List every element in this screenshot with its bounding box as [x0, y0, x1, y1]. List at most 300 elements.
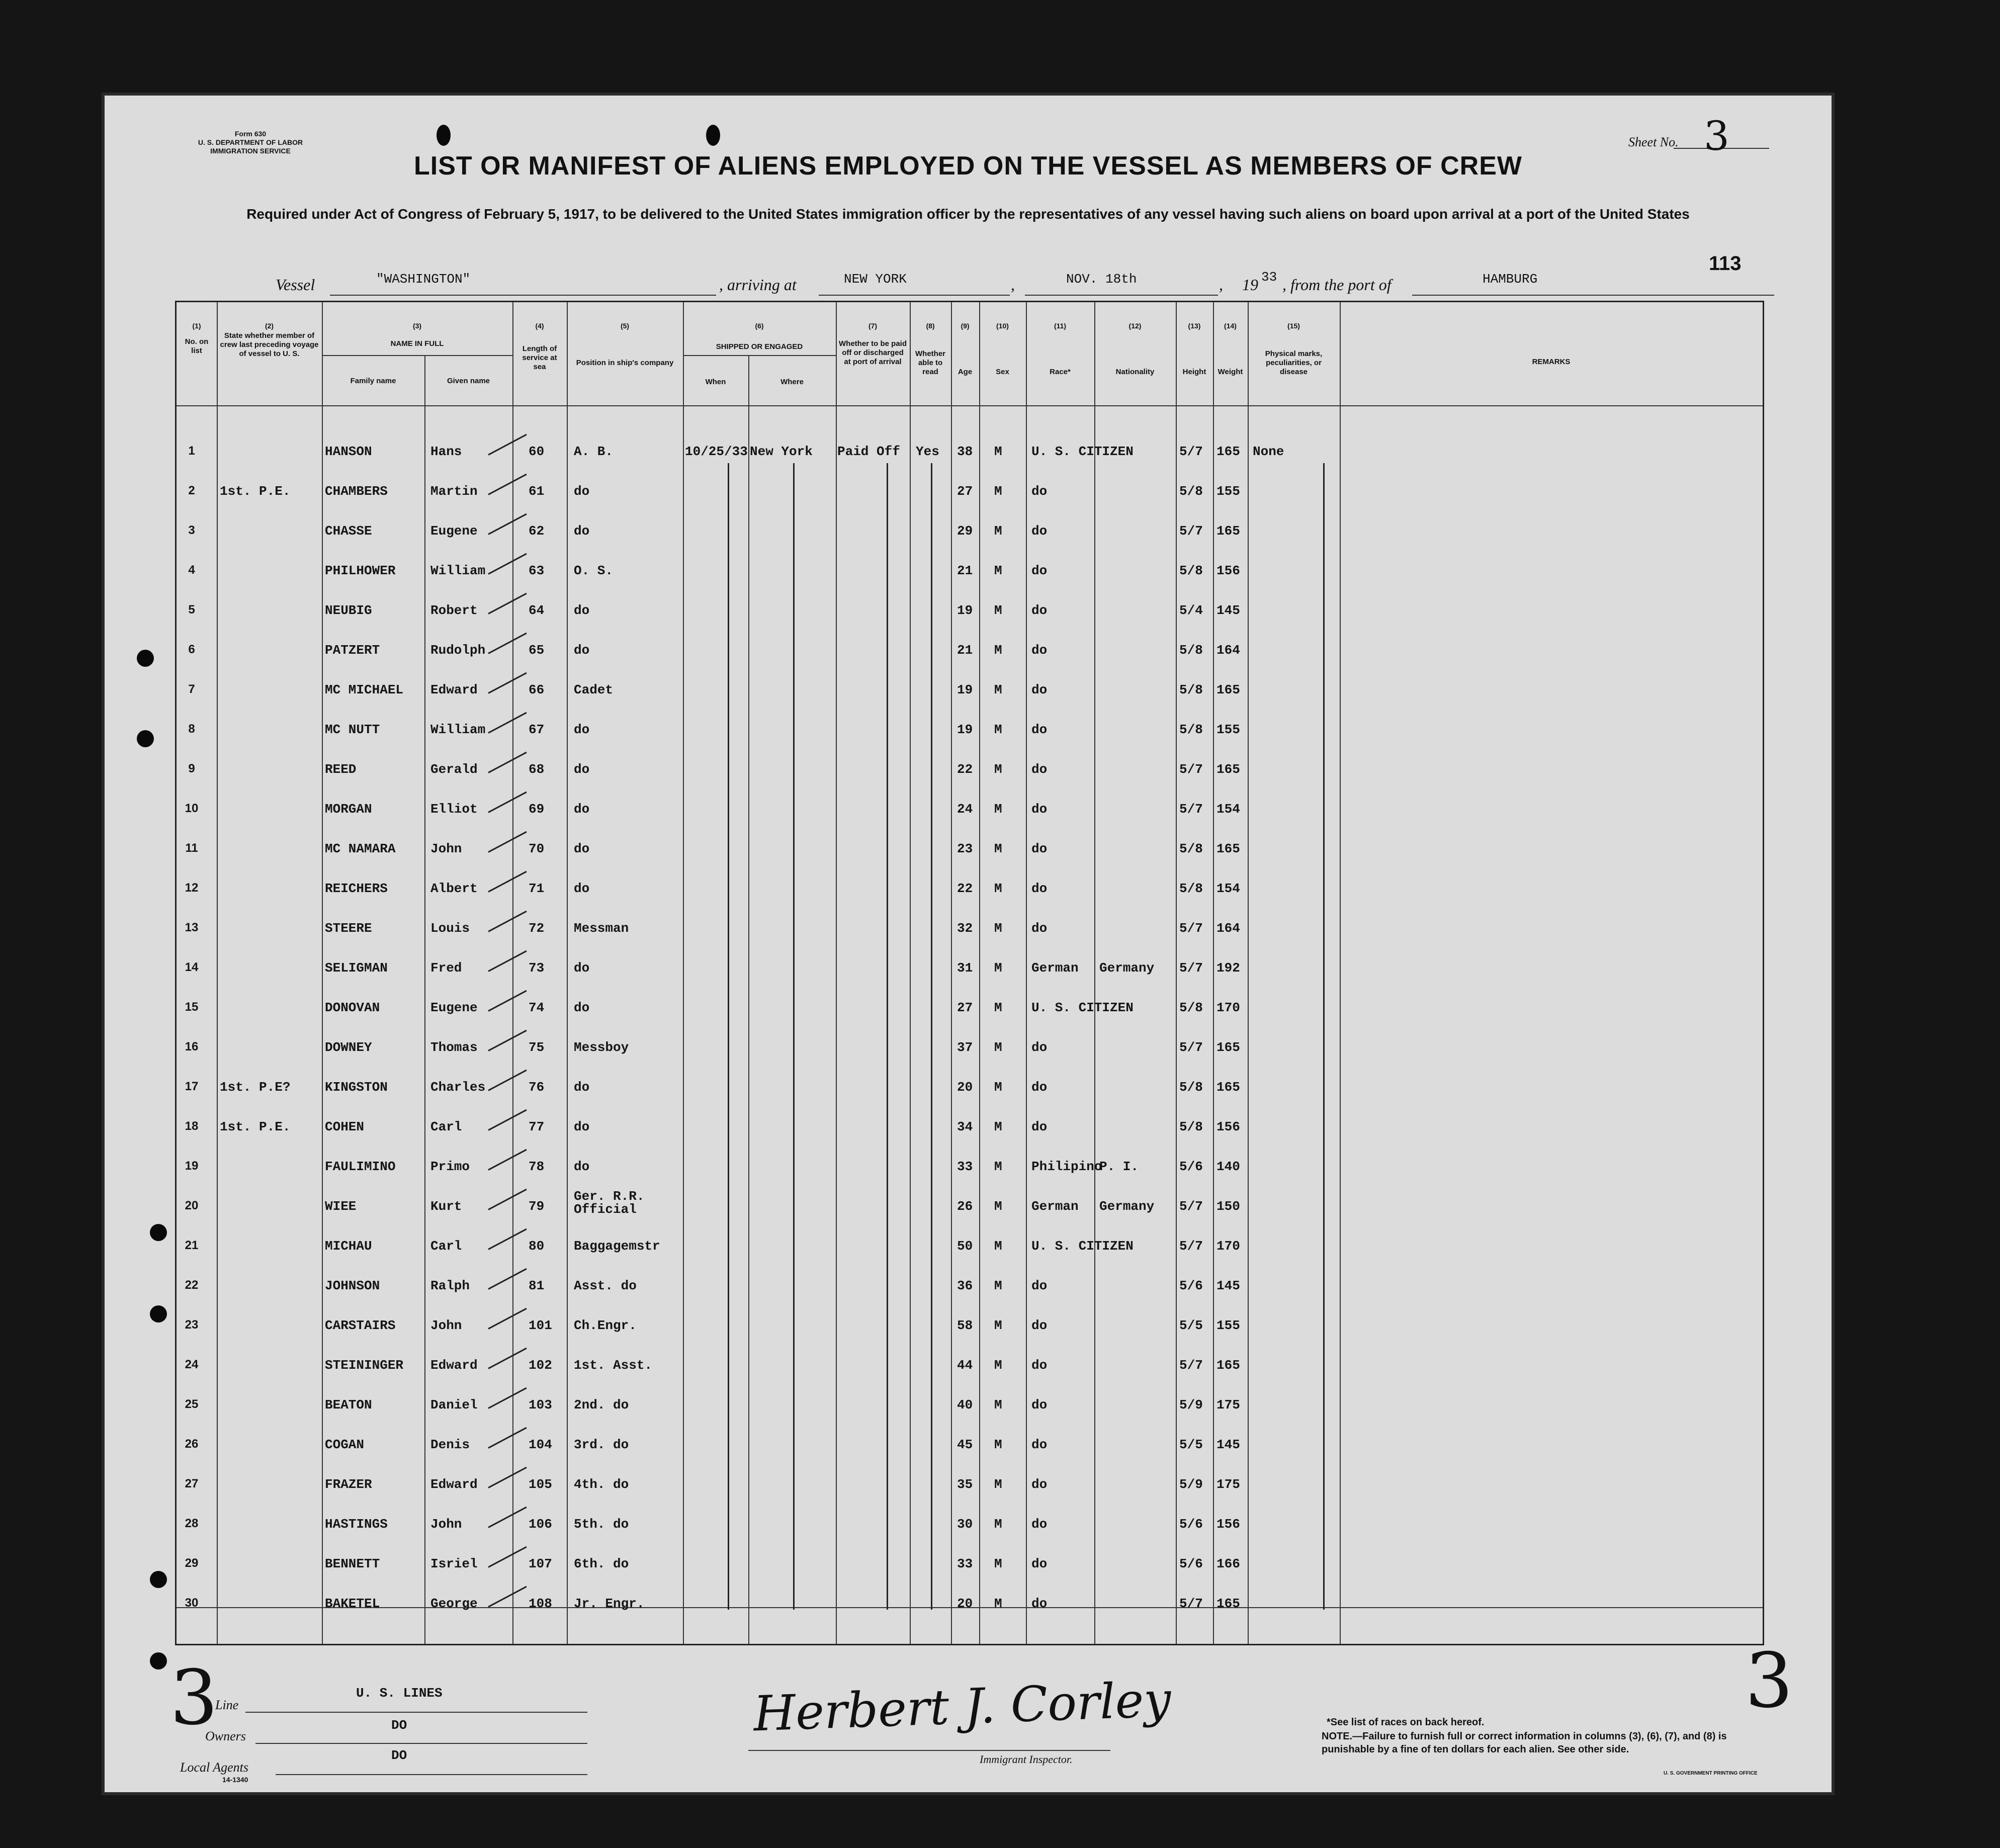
tally-mark [488, 1109, 527, 1131]
row-sex: M [994, 881, 1002, 896]
row-height: 5/6 [1179, 1159, 1203, 1174]
signature-underline [748, 1750, 1110, 1751]
row-age: 58 [957, 1318, 973, 1333]
row-number: 18 [185, 1119, 199, 1133]
row-number: 14 [185, 960, 199, 974]
row-given-name: Fred [430, 960, 462, 976]
row-sex: M [994, 1159, 1002, 1174]
row-family-name: PHILHOWER [325, 563, 396, 578]
col10-number: (10) [996, 322, 1009, 330]
tally-mark [488, 1467, 527, 1488]
from-port-underline [1412, 295, 1774, 296]
row-length-of-service: 72 [529, 921, 545, 936]
col1-number: (1) [192, 322, 201, 330]
arriving-label: , arriving at [719, 276, 797, 294]
row-number: 26 [185, 1437, 199, 1451]
row-family-name: CARSTAIRS [325, 1318, 396, 1333]
row-race: do [1031, 881, 1048, 896]
row-height: 5/5 [1179, 1437, 1203, 1452]
row-number: 30 [185, 1596, 199, 1610]
tally-mark [488, 1268, 527, 1290]
row-shipped-when: 10/25/33 [685, 444, 748, 459]
where-header: Where [780, 378, 804, 386]
sheet-mark-right: 3 [1745, 1637, 1793, 1725]
row-height: 5/4 [1179, 603, 1203, 618]
row-sex: M [994, 1517, 1002, 1532]
row-sex: M [994, 722, 1002, 737]
row-given-name: Carl [430, 1119, 462, 1134]
table-row [177, 1227, 1763, 1267]
row-family-name: KINGSTON [325, 1080, 388, 1095]
row-position: do [574, 603, 590, 618]
comma-separator: , [1219, 276, 1223, 294]
tally-mark [488, 871, 527, 893]
punch-hole [137, 730, 154, 747]
row-age: 22 [957, 881, 973, 896]
row-number: 23 [185, 1318, 199, 1332]
owners-label: Owners [205, 1729, 246, 1743]
row-family-name: MICHAU [325, 1239, 372, 1254]
row-weight: 145 [1216, 603, 1240, 618]
tally-mark [488, 474, 527, 495]
row-weight: 156 [1216, 563, 1240, 578]
punch-hole [150, 1652, 167, 1669]
col13-number: (13) [1188, 322, 1201, 330]
punch-hole [437, 125, 451, 146]
row-age: 26 [957, 1199, 973, 1214]
row-position: do [574, 1159, 590, 1174]
row-number: 2 [188, 484, 195, 497]
row-race: do [1031, 603, 1048, 618]
row-age: 20 [957, 1080, 973, 1095]
row-age: 27 [957, 484, 973, 499]
punch-hole [150, 1571, 167, 1588]
row-number: 5 [188, 603, 195, 617]
row-weight: 164 [1216, 643, 1240, 658]
punch-hole [150, 1305, 167, 1323]
row-family-name: COGAN [325, 1437, 365, 1452]
tally-mark [488, 712, 527, 734]
row-position: 3rd. do [574, 1437, 629, 1452]
row-weight: 150 [1216, 1199, 1240, 1214]
row-number: 22 [185, 1278, 199, 1292]
row-length-of-service: 101 [529, 1318, 552, 1333]
family-name-header: Family name [350, 377, 396, 385]
col6-header: SHIPPED OR ENGAGED [716, 342, 803, 351]
row-length-of-service: 68 [529, 762, 545, 777]
sex-header: Sex [996, 368, 1009, 376]
vessel-label: Vessel [276, 276, 315, 294]
row-weight: 164 [1216, 921, 1240, 936]
from-port-label: , from the port of [1282, 276, 1392, 294]
crew-rows [177, 302, 1763, 1644]
row-position: do [574, 881, 590, 896]
row-family-name: MC NUTT [325, 722, 380, 737]
row-family-name: SELIGMAN [325, 960, 388, 976]
row-family-name: CHAMBERS [325, 484, 388, 499]
row-height: 5/8 [1179, 841, 1203, 856]
row-length-of-service: 67 [529, 722, 545, 737]
row-family-name: HASTINGS [325, 1517, 388, 1532]
row-number: 24 [185, 1358, 199, 1371]
line-label: Line [215, 1698, 239, 1712]
page-number: 113 [1709, 252, 1742, 275]
tally-mark [488, 513, 527, 535]
departure-port: HAMBURG [1483, 272, 1538, 287]
row-paid-off: Paid Off [837, 444, 900, 459]
row-age: 45 [957, 1437, 973, 1452]
row-number: 4 [188, 563, 195, 577]
row-sex: M [994, 802, 1002, 817]
row-family-name: BAKETEL [325, 1596, 380, 1611]
row-race: do [1031, 1477, 1048, 1492]
row-length-of-service: 108 [529, 1596, 552, 1611]
row-length-of-service: 107 [529, 1556, 552, 1571]
col15-header: Physical marks, peculiarities, or disease [1265, 349, 1323, 376]
row-position: 2nd. do [574, 1397, 629, 1413]
row-sex: M [994, 1556, 1002, 1571]
row-height: 5/8 [1179, 682, 1203, 697]
row-length-of-service: 81 [529, 1278, 545, 1293]
vessel-underline [330, 295, 716, 296]
row-family-name: DOWNEY [325, 1040, 372, 1055]
row-sex: M [994, 444, 1002, 459]
row-number: 21 [185, 1239, 199, 1252]
row-family-name: REED [325, 762, 357, 777]
row-weight: 192 [1216, 960, 1240, 976]
row-position: do [574, 722, 590, 737]
row-age: 27 [957, 1000, 973, 1015]
owners-underline [255, 1743, 587, 1744]
row-weight: 154 [1216, 802, 1240, 817]
row-age: 38 [957, 444, 973, 459]
row-weight: 175 [1216, 1397, 1240, 1413]
row-number: 17 [185, 1080, 199, 1093]
when-header: When [705, 378, 726, 386]
row-race: do [1031, 722, 1048, 737]
tally-mark [488, 1189, 527, 1210]
tally-mark [488, 434, 527, 456]
tally-mark [488, 990, 527, 1012]
races-note: *See list of races on back hereof. [1327, 1717, 1485, 1728]
col14-number: (14) [1224, 322, 1237, 330]
row-given-name: Edward [430, 1358, 478, 1373]
row-length-of-service: 105 [529, 1477, 552, 1492]
col2-number: (2) [265, 322, 274, 330]
tally-mark [488, 593, 527, 614]
row-length-of-service: 61 [529, 484, 545, 499]
row-length-of-service: 60 [529, 444, 545, 459]
row-length-of-service: 76 [529, 1080, 545, 1095]
tally-mark [488, 1507, 527, 1528]
row-weight: 140 [1216, 1159, 1240, 1174]
row-position: do [574, 841, 590, 856]
row-sex: M [994, 1119, 1002, 1134]
row-family-name: FAULIMINO [325, 1159, 396, 1174]
row-weight: 165 [1216, 523, 1240, 539]
row-weight: 170 [1216, 1000, 1240, 1015]
row-position: 6th. do [574, 1556, 629, 1571]
row-position: do [574, 960, 590, 976]
row-height: 5/7 [1179, 1040, 1203, 1055]
row-race: U. S. CITIZEN [1031, 444, 1134, 459]
table-row [177, 433, 1763, 473]
col4-number: (4) [535, 322, 544, 330]
page-subtitle: Required under Act of Congress of February 5, 1917, to be delivered to the United States immigration officer by the representatives of any vessel having such aliens on board upon arrival at a port of the United States [246, 206, 1690, 222]
col7-number: (7) [868, 322, 878, 330]
row-height: 5/8 [1179, 563, 1203, 578]
row-family-name: MC MICHAEL [325, 682, 404, 697]
row-length-of-service: 62 [529, 523, 545, 539]
inspector-signature: Herbert J. Corley [752, 1671, 1172, 1742]
row-given-name: Edward [430, 1477, 478, 1492]
row-sex: M [994, 682, 1002, 697]
row-length-of-service: 106 [529, 1517, 552, 1532]
row-weight: 155 [1216, 722, 1240, 737]
row-sex: M [994, 841, 1002, 856]
row-given-name: Isriel [430, 1556, 478, 1571]
row-length-of-service: 69 [529, 802, 545, 817]
row-sex: M [994, 1477, 1002, 1492]
row-age: 44 [957, 1358, 973, 1373]
row-position: Ger. R.R. Official [574, 1189, 645, 1217]
row-race: do [1031, 1119, 1048, 1134]
row-family-name: FRAZER [325, 1477, 372, 1492]
row-given-name: George [430, 1596, 478, 1611]
row-nationality: Germany [1099, 1199, 1155, 1214]
row-race: do [1031, 1397, 1048, 1413]
row-number: 19 [185, 1159, 199, 1173]
table-row [177, 949, 1763, 989]
row-family-name: NEUBIG [325, 603, 372, 618]
row-race: do [1031, 802, 1048, 817]
height-header: Height [1182, 368, 1206, 376]
port-underline [819, 295, 1010, 296]
table-row [177, 1307, 1763, 1347]
tally-mark [488, 1586, 527, 1608]
row-length-of-service: 75 [529, 1040, 545, 1055]
row-weight: 165 [1216, 841, 1240, 856]
row-given-name: Kurt [430, 1199, 462, 1214]
tally-mark [488, 672, 527, 694]
row-sex: M [994, 603, 1002, 618]
row-race: do [1031, 1517, 1048, 1532]
row-height: 5/6 [1179, 1278, 1203, 1293]
form-number: Form 630 [234, 130, 267, 138]
table-row [177, 473, 1763, 512]
row-position: do [574, 762, 590, 777]
row-age: 24 [957, 802, 973, 817]
tally-mark [488, 752, 527, 773]
table-row [177, 870, 1763, 910]
service-name: IMMIGRATION SERVICE [210, 147, 291, 155]
row-number: 9 [188, 762, 195, 775]
row-height: 5/6 [1179, 1556, 1203, 1571]
row-height: 5/5 [1179, 1318, 1203, 1333]
row-age: 23 [957, 841, 973, 856]
row-position: do [574, 484, 590, 499]
tally-mark [488, 1070, 527, 1091]
year-suffix: 33 [1261, 270, 1277, 285]
row-height: 5/8 [1179, 881, 1203, 896]
row-position: Jr. Engr. [574, 1596, 645, 1611]
table-row [177, 751, 1763, 790]
table-row [177, 632, 1763, 671]
row-given-name: Hans [430, 444, 462, 459]
row-age: 31 [957, 960, 973, 976]
row-race: U. S. CITIZEN [1031, 1239, 1134, 1254]
row-race: do [1031, 921, 1048, 936]
row-sex: M [994, 484, 1002, 499]
row-height: 5/7 [1179, 960, 1203, 976]
row-given-name: Carl [430, 1239, 462, 1254]
row-given-name: John [430, 841, 462, 856]
row-age: 32 [957, 921, 973, 936]
table-row [177, 1506, 1763, 1545]
row-given-name: Ralph [430, 1278, 470, 1293]
table-row [177, 1347, 1763, 1386]
tally-mark [488, 831, 527, 853]
row-length-of-service: 66 [529, 682, 545, 697]
row-sex: M [994, 1239, 1002, 1254]
table-row [177, 1188, 1763, 1227]
row-height: 5/9 [1179, 1397, 1203, 1413]
row-race: do [1031, 1318, 1048, 1333]
row-weight: 156 [1216, 1119, 1240, 1134]
row-family-name: HANSON [325, 444, 372, 459]
row-length-of-service: 73 [529, 960, 545, 976]
row-race: German [1031, 1199, 1079, 1214]
punch-hole [706, 125, 720, 146]
row-weight: 155 [1216, 1318, 1240, 1333]
row-shipped-where: New York [750, 444, 813, 459]
tally-mark [488, 1427, 527, 1449]
row-age: 19 [957, 603, 973, 618]
inspector-label: Immigrant Inspector. [980, 1753, 1073, 1766]
row-given-name: John [430, 1318, 462, 1333]
row-race: do [1031, 841, 1048, 856]
age-header: Age [958, 368, 973, 376]
row-given-name: Rudolph [430, 643, 486, 658]
punch-hole [150, 1224, 167, 1241]
row-race: do [1031, 484, 1048, 499]
col4-header: Length of service at sea [522, 344, 557, 371]
row-weight: 165 [1216, 1596, 1240, 1611]
table-row [177, 671, 1763, 711]
tally-mark [488, 1228, 527, 1250]
ditto-line [887, 463, 888, 1610]
row-race: do [1031, 1556, 1048, 1571]
row-given-name: Primo [430, 1159, 470, 1174]
row-number: 12 [185, 881, 199, 895]
row-weight: 145 [1216, 1278, 1240, 1293]
row-weight: 156 [1216, 1517, 1240, 1532]
arrival-port: NEW YORK [844, 272, 907, 287]
row-number: 13 [185, 921, 199, 934]
row-height: 5/6 [1179, 1517, 1203, 1532]
row-sex: M [994, 1397, 1002, 1413]
ditto-line [1323, 463, 1325, 1610]
row-weight: 175 [1216, 1477, 1240, 1492]
row-given-name: Albert [430, 881, 478, 896]
row-position: do [574, 802, 590, 817]
row-length-of-service: 65 [529, 643, 545, 658]
row-height: 5/8 [1179, 722, 1203, 737]
agents-underline [276, 1774, 587, 1775]
row-age: 29 [957, 523, 973, 539]
row-length-of-service: 64 [529, 603, 545, 618]
row-race: do [1031, 523, 1048, 539]
row-family-name: PATZERT [325, 643, 380, 658]
col12-number: (12) [1128, 322, 1142, 330]
table-row [177, 1029, 1763, 1069]
col1-header: No. on list [185, 337, 209, 355]
col3-number: (3) [412, 322, 422, 330]
row-position: A. B. [574, 444, 614, 459]
row-number: 25 [185, 1397, 199, 1411]
row-age: 21 [957, 643, 973, 658]
row-race: do [1031, 563, 1048, 578]
weight-header: Weight [1218, 368, 1243, 376]
sheet-number-label: Sheet No. [1628, 135, 1679, 149]
table-row [177, 1069, 1763, 1108]
table-row [177, 1545, 1763, 1585]
row-race: do [1031, 762, 1048, 777]
row-age: 50 [957, 1239, 973, 1254]
row-age: 30 [957, 1517, 973, 1532]
manifest-sheet [105, 96, 1832, 1792]
row-number: 7 [188, 682, 195, 696]
row-length-of-service: 78 [529, 1159, 545, 1174]
row-number: 6 [188, 643, 195, 656]
row-length-of-service: 104 [529, 1437, 552, 1452]
table-row [177, 790, 1763, 830]
row-position: Ch.Engr. [574, 1318, 637, 1333]
row-position: do [574, 643, 590, 658]
table-row [177, 512, 1763, 552]
row-given-name: Gerald [430, 762, 478, 777]
col8-number: (8) [926, 322, 935, 330]
line-value: U. S. LINES [356, 1686, 443, 1701]
row-weight: 155 [1216, 484, 1240, 499]
row-position: Baggagemstr [574, 1239, 660, 1254]
row-age: 19 [957, 682, 973, 697]
row-sex: M [994, 1000, 1002, 1015]
row-weight: 165 [1216, 762, 1240, 777]
row-sex: M [994, 1040, 1002, 1055]
table-row [177, 592, 1763, 632]
row-number: 28 [185, 1517, 199, 1530]
row-sex: M [994, 1596, 1002, 1611]
row-given-name: William [430, 722, 486, 737]
row-given-name: Daniel [430, 1397, 478, 1413]
table-row [177, 1267, 1763, 1307]
tally-mark [488, 1348, 527, 1369]
row-sex: M [994, 523, 1002, 539]
col15-number: (15) [1287, 322, 1300, 330]
row-given-name: Charles [430, 1080, 486, 1095]
sheet-mark-left: 3 [170, 1654, 218, 1742]
row-age: 33 [957, 1159, 973, 1174]
row-sex: M [994, 563, 1002, 578]
row-sex: M [994, 762, 1002, 777]
row-race: do [1031, 1040, 1048, 1055]
row-physical-marks: None [1253, 444, 1284, 459]
row-number: 1 [188, 444, 195, 458]
ditto-line [728, 463, 729, 1610]
row-nationality: Germany [1099, 960, 1155, 976]
row-height: 5/8 [1179, 1119, 1203, 1134]
